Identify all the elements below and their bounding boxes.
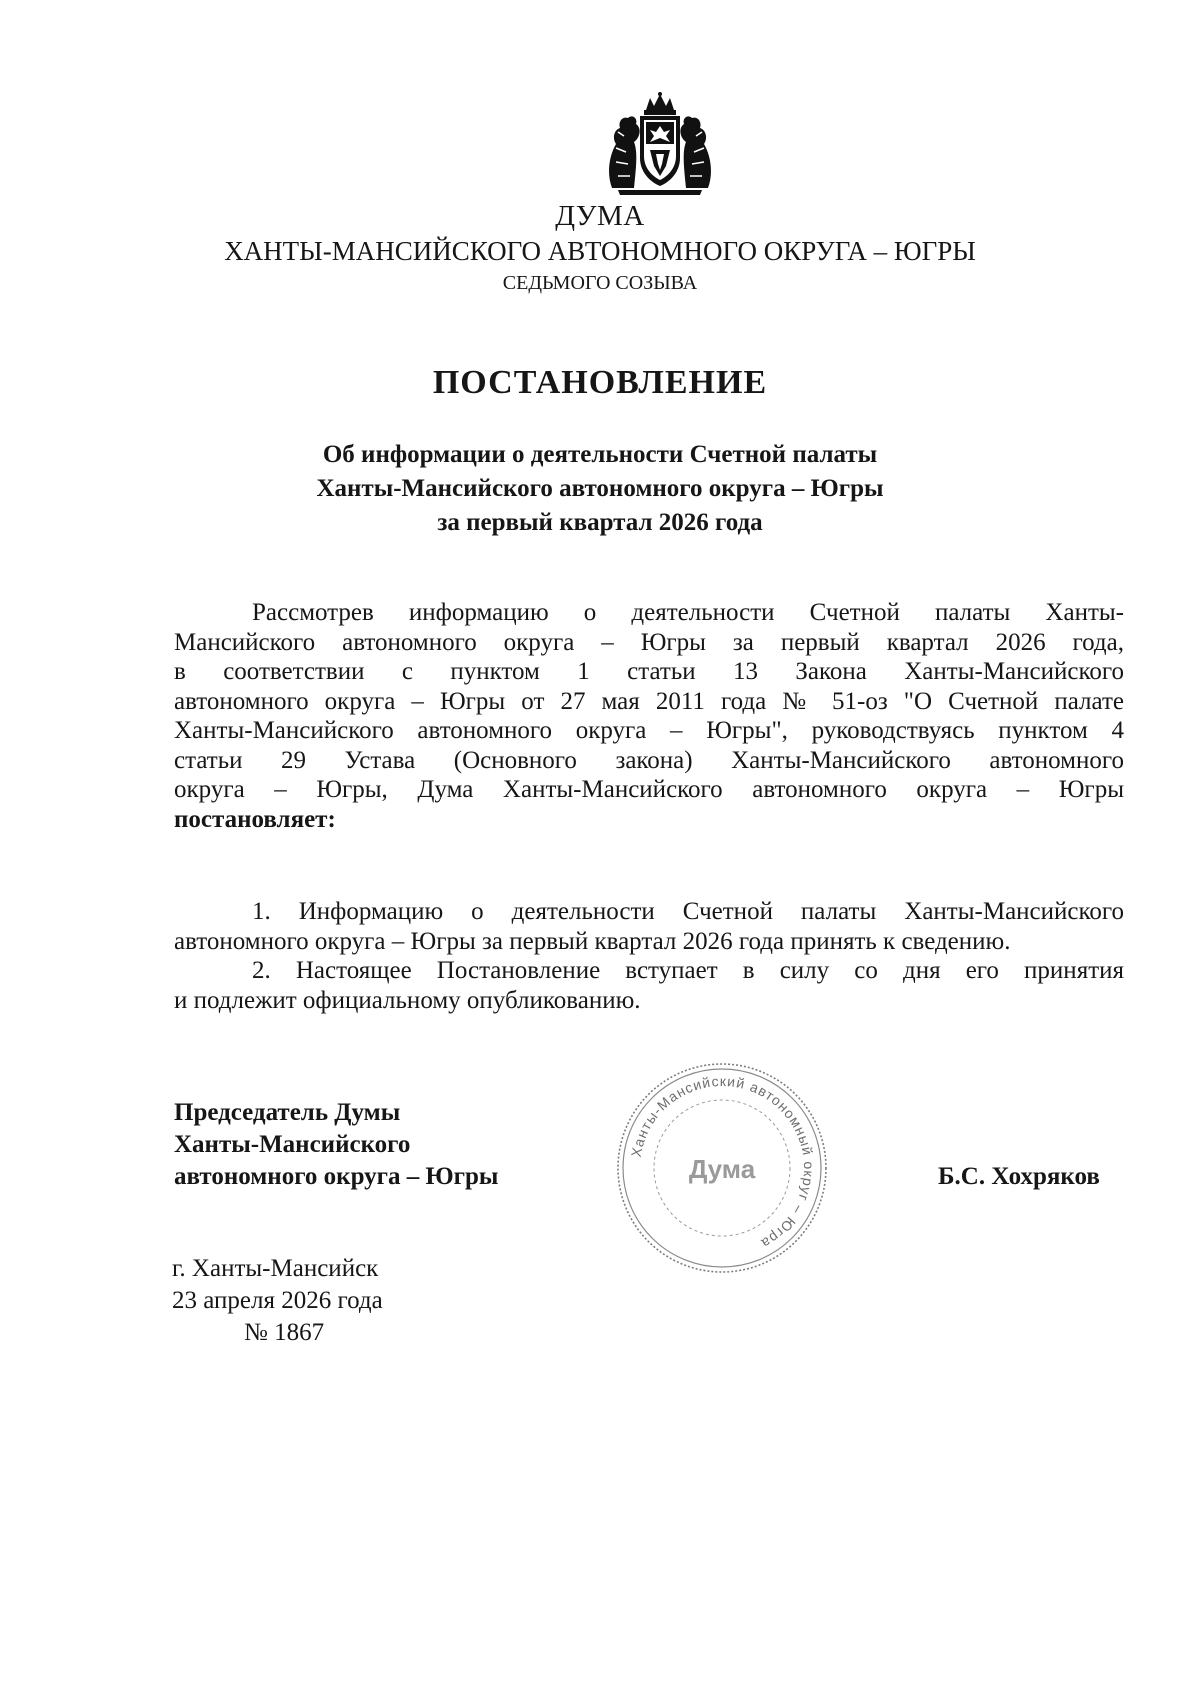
preamble-line: округа – Югры, Дума Ханты-Мансийского автономного округа – Югры <box>174 776 1124 803</box>
signatory-position-line: Ханты-Мансийского <box>174 1131 411 1158</box>
signer-name: Б.С. Хохряков <box>938 1163 1100 1190</box>
place-of-adoption: г. Ханты-Мансийск <box>172 1255 379 1282</box>
org-region: ХАНТЫ-МАНСИЙСКОГО АВТОНОМНОГО ОКРУГА – ЮГРЫ <box>224 236 976 266</box>
preamble-line: автономного округа – Югры от 27 мая 2011 года № 51-оз "О Счетной палате <box>174 687 1124 715</box>
preamble-line: Ханты-Мансийского автономного округа – Югры", руководствуясь пунктом 4 <box>174 717 1124 744</box>
item-line: автономного округа – Югры за первый квартал 2026 года принять к сведению. <box>174 927 1011 955</box>
coat-of-arms-icon <box>604 92 716 197</box>
stamp-ring-text: Ханты-Мансийский автономный округ – Югра <box>627 1072 818 1253</box>
official-stamp <box>612 1058 832 1278</box>
document-footer <box>172 1253 383 1349</box>
signatory-position-line: автономного округа – Югры <box>174 1163 499 1190</box>
preamble-line: Мансийского автономного округа – Югры за первый квартал 2026 года, <box>174 628 1124 656</box>
item-line: 1. Информацию о деятельности Счетной палаты Ханты-Мансийского <box>252 898 1124 925</box>
date-of-adoption: 23 апреля 2026 года <box>172 1287 383 1314</box>
stamp-center-text: Дума <box>688 1154 756 1184</box>
resolves-word: постановляет: <box>174 805 336 833</box>
preamble-line: статьи 29 Устава (Основного закона) Ханты-Мансийского автономного <box>174 746 1124 774</box>
document-type: ПОСТАНОВЛЕНИЕ <box>432 364 768 401</box>
document-number: № 1867 <box>244 1319 325 1346</box>
preamble-paragraph <box>174 598 1124 834</box>
signatory-position-line: Председатель Думы <box>174 1099 401 1126</box>
document-title-line: Об информации о деятельности Счетной палаты <box>322 441 878 468</box>
document-title-line: Ханты-Мансийского автономного округа – Югры <box>316 475 884 502</box>
item-line: 2. Настоящее Постановление вступает в силу со дня его принятия <box>252 957 1124 984</box>
org-name: ДУМА <box>555 200 645 232</box>
document-title-line: за первый квартал 2026 года <box>437 509 763 536</box>
signatory-position <box>174 1097 498 1193</box>
org-convocation: СЕДЬМОГО СОЗЫВА <box>502 272 698 294</box>
preamble-line: Рассмотрев информацию о деятельности Счетной палаты Ханты- <box>252 599 1124 626</box>
document-title <box>0 438 1200 540</box>
preamble-line: в соответствии с пунктом 1 статьи 13 Закона Ханты-Мансийского <box>174 658 1124 685</box>
resolution-items <box>174 897 1124 1015</box>
item-line: и подлежит официальному опубликованию. <box>174 986 641 1014</box>
